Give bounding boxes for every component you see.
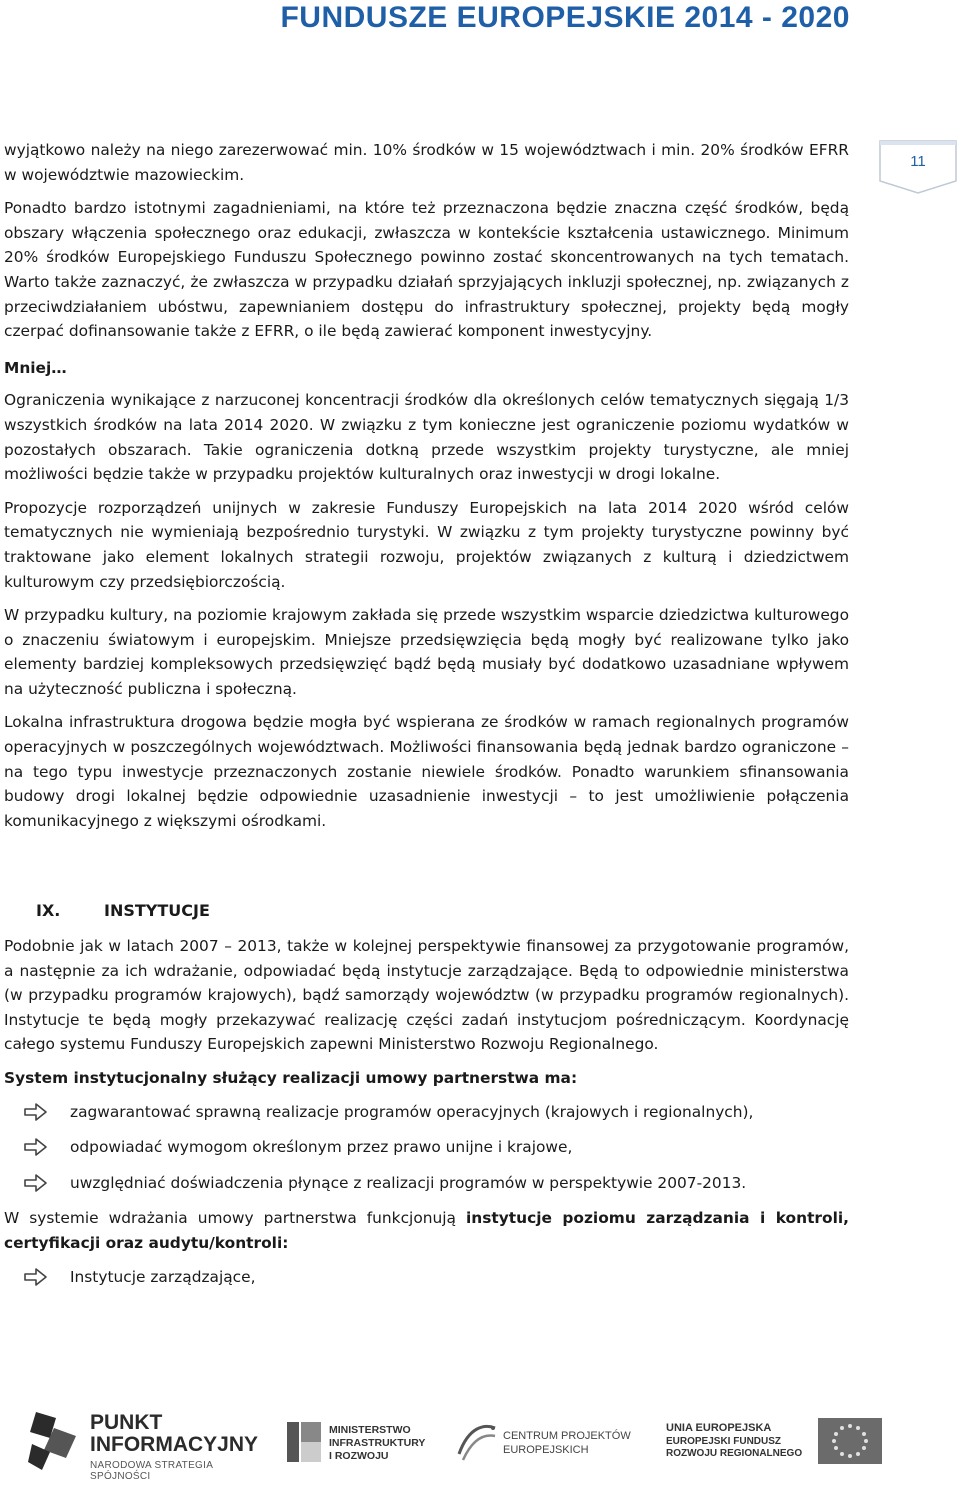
- logo3-line1: CENTRUM PROJEKTÓW: [503, 1430, 631, 1442]
- paragraph: Lokalna infrastruktura drogowa będzie mogła być wspierana ze środków w ramach regionalnych programów operacyjnych w poszczególnych województwach. Możliwości finansowania będą jednak bardzo ograniczone – na tego typu inwestycje przeznaczonych zostanie niewiele środków. Ponadto warunkiem sfinansowania budowy drogi lokalnej będzie odpowiednie uzasadnienie inwestycji – to jest umożliwienie połączenia komunikacyjnego z większymi ośrodkami.: [4, 713, 849, 830]
- closing-bold-text: instytucje poziomu zarządzania i kontroli, certyfikacji oraz audytu/kontroli:: [4, 1209, 849, 1252]
- arrow-right-icon: [22, 1135, 52, 1159]
- list-item: [4, 1100, 849, 1125]
- paragraph: W przypadku kultury, na poziomie krajowym zakłada się przede wszystkim wsparcie dziedzictwa kulturowego o znaczeniu światowym i europejskim. Mniejsze przedsięwzięcia będą mogły być realizowane tylko jako elementy bardziej kompleksowych przedsięwzięć bądź będą musiały być dodatkowo uzasadniane wpływem na użyteczność publiczna i społeczną.: [4, 606, 849, 698]
- logo-unia-europejska: [650, 1416, 950, 1476]
- paragraph: [4, 1206, 849, 1255]
- logo4-line1: UNIA EUROPEJSKA: [666, 1422, 772, 1434]
- list-item: [4, 1171, 849, 1196]
- header-title: FUNDUSZE EUROPEJSKIE 2014 - 2020: [280, 1, 850, 34]
- list-item-text: uwzględniać doświadczenia płynące z realizacji programów w perspektywie 2007-2013.: [70, 1173, 747, 1192]
- section-title: INSTYTUCJE: [104, 901, 210, 921]
- ministry-flag-icon: [285, 1418, 323, 1466]
- arrow-right-icon: [22, 1265, 52, 1289]
- list-item-text: odpowiadać wymogom określonym przez prawo unijne i krajowe,: [70, 1138, 573, 1157]
- arrow-right-icon: [22, 1100, 52, 1124]
- logo1-line1: PUNKT: [90, 1411, 163, 1434]
- logo2-line2: INFRASTRUKTURY: [329, 1437, 426, 1449]
- logo-cpe: [455, 1420, 635, 1475]
- arrow-right-icon: [22, 1171, 52, 1195]
- list-item: [4, 1135, 849, 1160]
- list-item: [4, 1265, 849, 1290]
- logo-punkt-informacyjny: [26, 1408, 259, 1482]
- logo2-line1: MINISTERSTWO: [329, 1424, 411, 1436]
- logo4-line2: EUROPEJSKI FUNDUSZ: [666, 1436, 782, 1447]
- paragraph: wyjątkowo należy na niego zarezerwować min. 10% środków w 15 województwach i min. 20% środków EFRR w województwie mazowieckim.: [4, 141, 849, 184]
- page-header: [0, 0, 960, 40]
- footer-logos: [0, 1400, 960, 1490]
- eu-flag-swirl-icon: [26, 1408, 82, 1474]
- bullet-list: [4, 1100, 849, 1196]
- bullet-list-institutions: [4, 1265, 849, 1290]
- logo1-line2: INFORMACYJNY: [90, 1433, 259, 1456]
- closing-text: W systemie wdrażania umowy partnerstwa funkcjonują: [4, 1209, 466, 1228]
- paragraph: Podobnie jak w latach 2007 – 2013, także w kolejnej perspektywie finansowej za przygotowanie programów, a następnie za ich wdrażanie, odpowiadać będą instytucje zarządzające. Będą to odpowiednie ministerstwa (w przypadku programów krajowych), bądź samorządy województw (w przypadku programów regionalnych). Instytucje te będą mogły przekazywać realizację części zadań instytucjom pośredniczącym. Koordynację całego systemu Funduszy Europejskich zapewni Ministerstwo Rozwoju Regionalnego.: [4, 937, 849, 1054]
- logo4-line3: ROZWOJU REGIONALNEGO: [666, 1448, 803, 1459]
- logo3-line2: EUROPEJSKICH: [503, 1444, 589, 1456]
- section-number: IX.: [36, 901, 61, 921]
- page-number: 11: [910, 153, 926, 170]
- system-heading: System instytucjonalny służący realizacji umowy partnerstwa ma:: [4, 1069, 578, 1087]
- paragraph: Propozycje rozporządzeń unijnych w zakresie Funduszy Europejskich na lata 2014 2020 wśród celów tematycznych nie wymieniają bezpośrednio turystyki. W związku z tym projekty turystyczne powinny być traktowane jako element lokalnych strategii rozwoju, projektów związanych z kulturą i dziedzictwem kulturowym czy przedsiębiorczością.: [4, 498, 849, 591]
- logo1-line3: NARODOWA STRATEGIA SPÓJNOŚCI: [90, 1460, 213, 1482]
- page-number-badge: [878, 137, 958, 195]
- logo-ministerstwo: [285, 1418, 435, 1478]
- list-item-text: zagwarantować sprawną realizacje programów operacyjnych (krajowych i regionalnych),: [70, 1102, 754, 1121]
- paragraph: Ograniczenia wynikające z narzuconej koncentracji środków dla określonych celów tematycznych sięgają 1/3 wszystkich środków na lata 2014 2020. W związku z tym konieczne jest ograniczenie poziomu wydatków w pozostałych obszarach. Takie ograniczenia dotkną przede wszystkim projekty turystyczne, ale mniej możliwości będzie także w przypadku projektów kulturalnych oraz inwestycji w drogi lokalne.: [4, 391, 849, 484]
- paragraph: Ponadto bardzo istotnymi zagadnieniami, na które też przeznaczona będzie znaczna część środków, będą obszary włączenia społecznego oraz edukacji, zwłaszcza w kontekście kształcenia ustawicznego. Minimum 20% środków Europejskiego Funduszu Społecznego powinno zostać skoncentrowanych na tych tematach. Warto także zaznaczyć, że zwłaszcza w przypadku działań sprzyjających inkluzji społecznej, np. związanych z przeciwdziałaniem ubóstwu, zapewnianiem dostępu do infrastruktury społecznej, projekty będą mogły czerpać dofinansowanie także z EFRR, o ile będą zawierać komponent inwestycyjny.: [4, 199, 849, 341]
- section-heading: [4, 899, 849, 924]
- cpe-swoosh-icon: [455, 1420, 499, 1464]
- subheading-mniej: Mniej…: [4, 358, 67, 377]
- eu-flag-icon: [818, 1418, 882, 1464]
- logo2-line3: I ROZWOJU: [329, 1450, 389, 1462]
- document-body: [4, 138, 849, 1300]
- list-item-text: Instytucje zarządzające,: [70, 1267, 256, 1286]
